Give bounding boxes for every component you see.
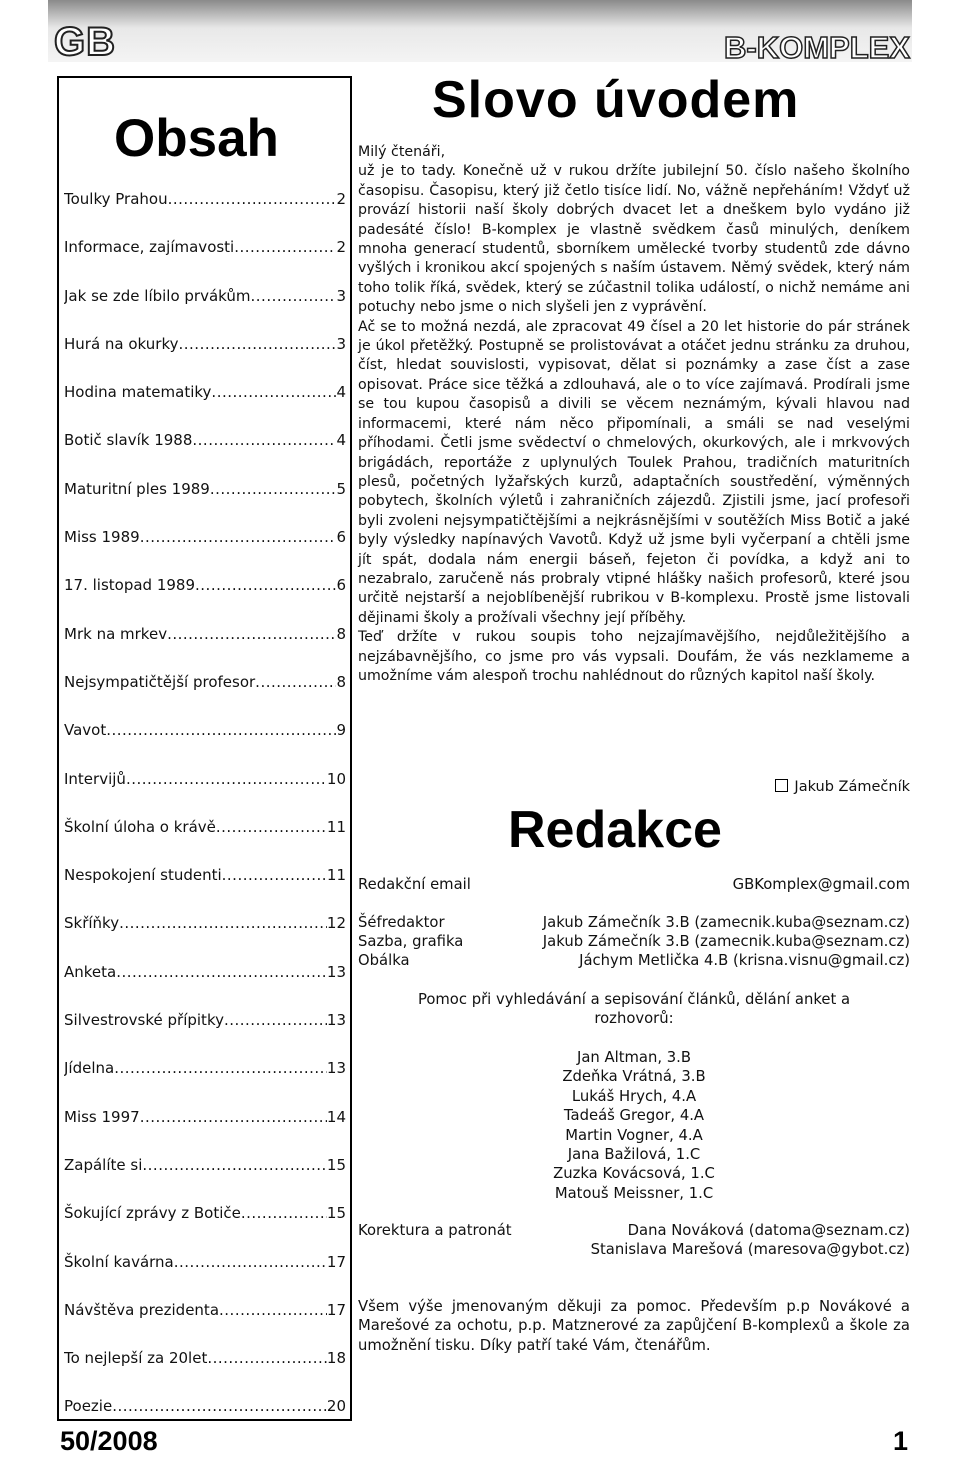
toc-leader-dots — [140, 1105, 327, 1129]
gb-logo: GB — [54, 20, 116, 64]
toc-item-title: Zapálíte si — [64, 1155, 143, 1174]
toc-leader-dots — [219, 1298, 327, 1322]
toc-item-title: Nejsympatičtější profesor — [64, 672, 256, 691]
toc-leader-dots — [192, 428, 336, 452]
toc-leader-dots — [179, 332, 337, 356]
toc-item-page: 2 — [336, 238, 346, 257]
toc-item-title: Botič slavík 1988 — [64, 431, 193, 450]
toc-item-title: Skříňky — [64, 914, 120, 933]
toc-title: Obsah — [114, 109, 279, 168]
toc-item-page: 4 — [336, 431, 346, 450]
role-row — [358, 914, 910, 934]
toc-item-page: 17 — [326, 1252, 346, 1271]
toc-leader-dots — [255, 670, 336, 694]
toc-item-title: To nejlepší za 20let — [64, 1349, 208, 1368]
toc-item-page: 11 — [326, 817, 346, 836]
toc-item[interactable] — [64, 911, 346, 959]
toc-item[interactable] — [64, 718, 346, 766]
helper-name: Jan Altman, 3.B — [576, 1049, 692, 1066]
role-label: Obálka — [358, 952, 410, 969]
helper-name: Jana Bažilová, 1.C — [567, 1146, 701, 1164]
toc-leader-dots — [207, 1346, 327, 1370]
toc-item[interactable] — [64, 622, 346, 670]
toc-leader-dots — [251, 284, 337, 308]
toc-leader-dots — [142, 1153, 327, 1177]
toc-item-title: 17. listopad 1989 — [64, 576, 196, 595]
toc-item[interactable] — [64, 380, 346, 428]
toc-item-page: 6 — [336, 528, 346, 547]
helper-name: Zuzka Kovácsová, 1.C — [553, 1165, 715, 1183]
checkbox-icon — [775, 779, 788, 792]
correction-name-2: Stanislava Marešová (maresova@gybot.cz) — [590, 1241, 910, 1258]
b-komplex-logo: B-KOMPLEX — [724, 30, 910, 65]
toc-leader-dots — [241, 1201, 327, 1225]
toc-leader-dots — [140, 525, 337, 549]
helpers-list — [358, 1048, 910, 1203]
toc-leader-dots — [195, 573, 336, 597]
toc-item-page: 13 — [326, 1011, 346, 1030]
redakce-title: Redakce — [508, 801, 722, 859]
toc-item-title: Miss 1997 — [64, 1107, 140, 1126]
toc-item[interactable] — [64, 477, 346, 525]
email-row — [358, 876, 910, 896]
toc-item-page: 2 — [336, 190, 346, 208]
toc-leader-dots — [126, 767, 327, 791]
toc-item-title: Návštěva prezidenta — [64, 1300, 220, 1319]
toc-leader-dots — [167, 622, 336, 646]
toc-item-page: 3 — [336, 334, 346, 353]
toc-item[interactable] — [64, 187, 346, 235]
toc-leader-dots — [174, 1250, 327, 1274]
correction-label: Korektura a patronát — [358, 1222, 512, 1239]
intro-text — [358, 143, 910, 686]
helper-name: Matouš Meissner, 1.C — [554, 1184, 714, 1202]
toc-item-page: 20 — [326, 1397, 346, 1416]
toc-item-page: 4 — [336, 383, 346, 402]
toc-item[interactable] — [64, 1346, 346, 1394]
role-value: Jakub Zámečník 3.B (zamecnik.kuba@seznam.cz) — [542, 914, 910, 931]
toc-item-page: 10 — [326, 769, 346, 788]
toc-item-page: 6 — [336, 576, 346, 595]
toc-item-title: Anketa — [64, 962, 117, 981]
helper-name: Lukáš Hrych, 4.A — [571, 1087, 697, 1105]
toc-item-title: Informace, zajímavosti — [64, 238, 235, 257]
toc-item[interactable] — [64, 525, 346, 573]
helper-name: Zdeňka Vrátná, 3.B — [562, 1068, 706, 1086]
toc-item-title: Jídelna — [64, 1059, 115, 1078]
toc-leader-dots — [116, 960, 327, 984]
toc-item-title: Poezie — [64, 1397, 113, 1416]
issue-number: 50/2008 — [60, 1426, 158, 1456]
toc-item-page: 5 — [336, 479, 346, 498]
role-label: Šéfredaktor — [358, 914, 445, 931]
toc-item-page: 3 — [336, 286, 346, 305]
correction-name-1: Dana Nováková (datoma@seznam.cz) — [627, 1222, 910, 1239]
toc-item-page: 15 — [326, 1204, 346, 1223]
toc-item-title: Hodina matematiky — [64, 383, 212, 402]
toc-item-title: Školní kavárna — [64, 1252, 174, 1271]
intro-paragraph-1: už je to tady. Konečně už v rukou držíte jubilejní 50. číslo našeho školního časopisu. Časopisu, který již četlo tisíce lidí. No, vážně nepřeháním! Vždyť už provází historii naší školy dobrých dvacet let a dneškem bylo vydáno již padesáté číslo! B-komplex je vlastně svědkem časů minulých, deníkem mnoha generací studentů, sborníkem umělecké tvorby studentů zde dávno vyšlých i kronikou akcí spojených s naším ústavem. Němý svědek, který nám toho tolik říká, svědek, který se zúčastnil tolika událostí, o nichž nemáme ani potuchy nebo jsme o nich slyšeli jen z vyprávění. — [358, 163, 910, 316]
toc-leader-dots — [112, 1394, 327, 1418]
toc-leader-dots — [222, 863, 327, 887]
toc-item-page: 8 — [336, 672, 346, 691]
toc-item[interactable] — [64, 1153, 346, 1201]
toc-item-page: 9 — [336, 721, 346, 740]
intro-paragraph-3: Teď držíte v rukou soupis toho nejzajímavějšího, nejdůležitějšího a nejzábavnějšího, co jsme pro vás vypsali. Doufám, že vás nezklameme a umožníme vám alespoň trochu nahlédnout do různých kapitol naší školy. — [358, 629, 910, 684]
role-row — [358, 933, 910, 953]
role-value: Jáchym Metlička 4.B (krisna.visnu@gmail.cz) — [579, 952, 910, 969]
page-title: Slovo úvodem — [432, 71, 800, 129]
thanks-text: Všem výše jmenovaným děkuji za pomoc. Především p.p Novákové a Marešové za ochotu, p.p. Matznerové za zapůjčení B-komplexů a škole za umožnění tisku. Díky patří také Vám, čtenářům. — [358, 1298, 910, 1354]
toc-leader-dots — [216, 815, 327, 839]
toc-item-title: Hurá na okurky — [64, 334, 179, 353]
email-label: Redakční email — [358, 876, 471, 893]
toc-item[interactable] — [64, 767, 346, 815]
toc-leader-dots — [234, 235, 336, 259]
toc-item-page: 14 — [326, 1107, 346, 1126]
toc-item-page: 15 — [326, 1155, 346, 1174]
toc-leader-dots — [210, 477, 337, 501]
toc-item[interactable] — [64, 573, 346, 621]
helper-name: Tadeáš Gregor, 4.A — [563, 1107, 705, 1125]
toc-item[interactable] — [64, 1008, 346, 1056]
toc-item[interactable] — [64, 960, 346, 1008]
toc-item[interactable] — [64, 235, 346, 283]
toc-item[interactable] — [64, 332, 346, 380]
toc-item-page: 13 — [326, 1059, 346, 1078]
toc-leader-dots — [211, 380, 336, 404]
correction-row — [358, 1241, 910, 1261]
toc-leader-dots — [114, 1056, 327, 1080]
toc-item-title: Mrk na mrkev — [64, 624, 168, 643]
toc-item[interactable] — [64, 1250, 346, 1298]
toc-item[interactable] — [64, 284, 346, 332]
toc-item-title: Nespokojení studenti — [64, 866, 222, 885]
toc-item-title: Silvestrovské přípitky — [64, 1011, 224, 1030]
toc-leader-dots — [106, 718, 336, 742]
signature-name: Jakub Zámečník — [794, 779, 910, 795]
toc-item-title: Jak se zde líbilo prvákům — [64, 286, 251, 305]
toc-item-title: Školní úloha o krávě — [64, 817, 216, 836]
toc-item-page: 12 — [326, 914, 346, 933]
toc-item[interactable] — [64, 1298, 346, 1346]
toc-leader-dots — [224, 1008, 327, 1032]
toc-item-title: Maturitní ples 1989 — [64, 479, 210, 498]
toc-item[interactable] — [64, 670, 346, 718]
signature — [775, 779, 910, 795]
toc-item[interactable] — [64, 863, 346, 911]
toc-item[interactable] — [64, 428, 346, 476]
toc-item-title: Intervijů — [64, 769, 126, 788]
correction-row — [358, 1222, 910, 1242]
role-row — [358, 952, 910, 972]
toc-item[interactable] — [64, 815, 346, 863]
toc-item[interactable] — [64, 1056, 346, 1104]
email-value[interactable]: GBKomplex@gmail.com — [732, 876, 910, 893]
toc-item-title: Miss 1989 — [64, 528, 140, 547]
helper-name: Martin Vogner, 4.A — [565, 1126, 703, 1144]
role-label: Sazba, grafika — [358, 933, 464, 950]
toc-item-page: 18 — [326, 1349, 346, 1368]
toc-item-page: 8 — [336, 624, 346, 643]
intro-paragraph-2: Ač se to možná nezdá, ale zpracovat 49 čísel a 20 let historie do pár stránek je úkol přetěžký. Postupně se prolistovávat a otáčet jednu stránku za druhou, číst, hledat souvislosti, vypisovat, dělat si poznámky a zase číst a zase opisovat. Práce sice těžká a zdlouhavá, ale o to více zajímavá. Prodírali jsme se tou kupou časopisů a divili se věcem neznámým, kývali hlavou nad informacemi, které nám něco připomínali, a smáli se nad veselými příhodami. Četli jsme svědectví o chmelových, okurkových, ale i mrkvových brigádách, reportáže z uplynulých Toulek Prahou, tradičních maturitních plesů, početných lyžařských kurzů, adaptačních soustředění, výměnných pobytech, školních výletů i zahraničních zájezdů. Zjistili jsme, jací profesoři byli zvoleni nejsympatičtějšími a nejkrásnějšími v soutěžích Miss Botič a jaké byly výsledky napínavých Vavotů. Když už jsme byli vyčerpaní a chtěli jsme jít spát, dodala nám energii báseň, fejeton či povídka, a když ani to nezabralo, zaručeně nás probraly vtipné hlášky našich profesorů, které jsou určitě nejstarší a nejoblíbenější rubrikou v B-komplexu. Prostě jsme listovali dějinami školy a prožívali všechny její příběhy. — [358, 318, 910, 626]
toc-list — [64, 187, 346, 1443]
toc-item-title: Toulky Prahou — [64, 190, 168, 208]
toc-item-title: Šokující zprávy z Botiče — [64, 1204, 241, 1223]
toc-item-page: 17 — [326, 1300, 346, 1319]
toc-item-page: 11 — [326, 866, 346, 885]
toc-item-page: 13 — [326, 962, 346, 981]
help-text: Pomoc při vyhledávání a sepisování článků, dělání anket a rozhovorů: — [417, 991, 851, 1028]
role-value: Jakub Zámečník 3.B (zamecnik.kuba@seznam.cz) — [542, 933, 910, 950]
toc-item[interactable] — [64, 1105, 346, 1153]
toc-leader-dots — [119, 911, 327, 935]
toc-leader-dots — [168, 187, 337, 211]
toc-item[interactable] — [64, 1201, 346, 1249]
page-number: 1 — [892, 1426, 908, 1456]
toc-item-title: Vavot — [64, 721, 107, 740]
greeting: Milý čtenáři, — [358, 144, 446, 160]
